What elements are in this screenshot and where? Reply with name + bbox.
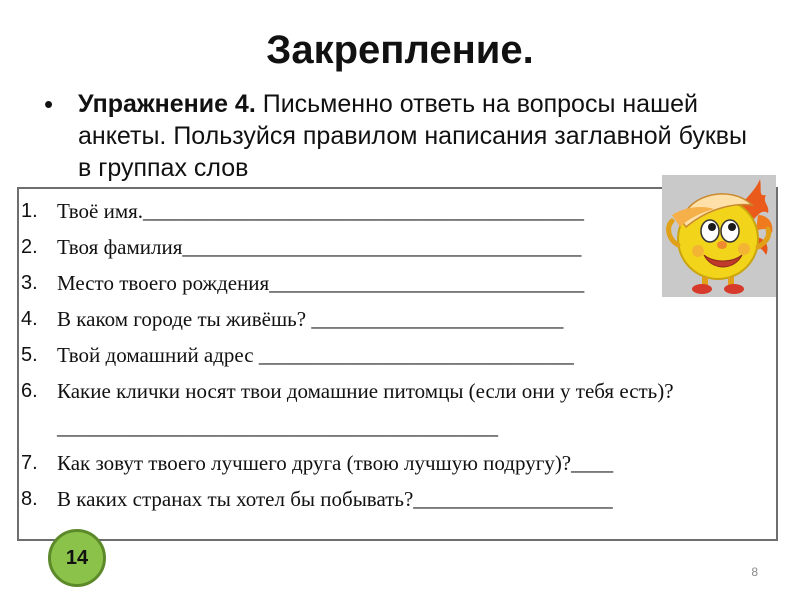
exercise-label: Упражнение 4. [78,90,256,118]
question-item-7 [19,445,774,481]
question-text: Твоё имя.__________________________________________ [57,199,585,223]
question-number: 6. [21,380,38,402]
question-text: Твоя фамилия______________________________________ [57,235,582,259]
question-text: Твой домашний адрес ______________________________ [57,343,574,367]
page-number: 8 [751,565,758,579]
question-text: В каком городе ты живёшь? ________________________ [57,307,564,331]
question-text: Как зовут твоего лучшего друга (твою лучшую подругу)?____ [57,451,614,475]
question-item-3 [19,265,774,301]
question-item-5 [19,337,774,373]
smiling-sun-picture [662,175,776,297]
question-number: 7. [21,452,38,474]
question-number: 4. [21,308,38,330]
sun-character-icon [662,175,776,297]
question-number: 5. [21,344,38,366]
question-item-2 [19,229,774,265]
question-item-4 [19,301,774,337]
question-text: В каких странах ты хотел бы побывать?___________________ [57,487,613,511]
question-item-6 [19,373,774,445]
slide-title: Закрепление. [266,28,534,72]
question-number: 8. [21,488,38,510]
question-number: 3. [21,272,38,294]
question-list [19,193,774,517]
instruction-body: Письменно ответь на вопросы нашей анкеты. Пользуйся правилом написания заглавной буквы в группах слов [78,90,748,182]
instruction-text [78,88,758,184]
question-item-8 [19,481,774,517]
question-number: 2. [21,236,38,258]
bullet-marker: • [44,89,54,119]
question-number: 1. [21,200,38,222]
question-item-1 [19,193,774,229]
question-text: Место твоего рождения______________________________ [57,271,585,295]
question-text: Какие клички носят твои домашние питомцы (если они у тебя есть)?__________________________________________ [57,379,674,439]
slide-number-badge: 14 [48,529,106,587]
